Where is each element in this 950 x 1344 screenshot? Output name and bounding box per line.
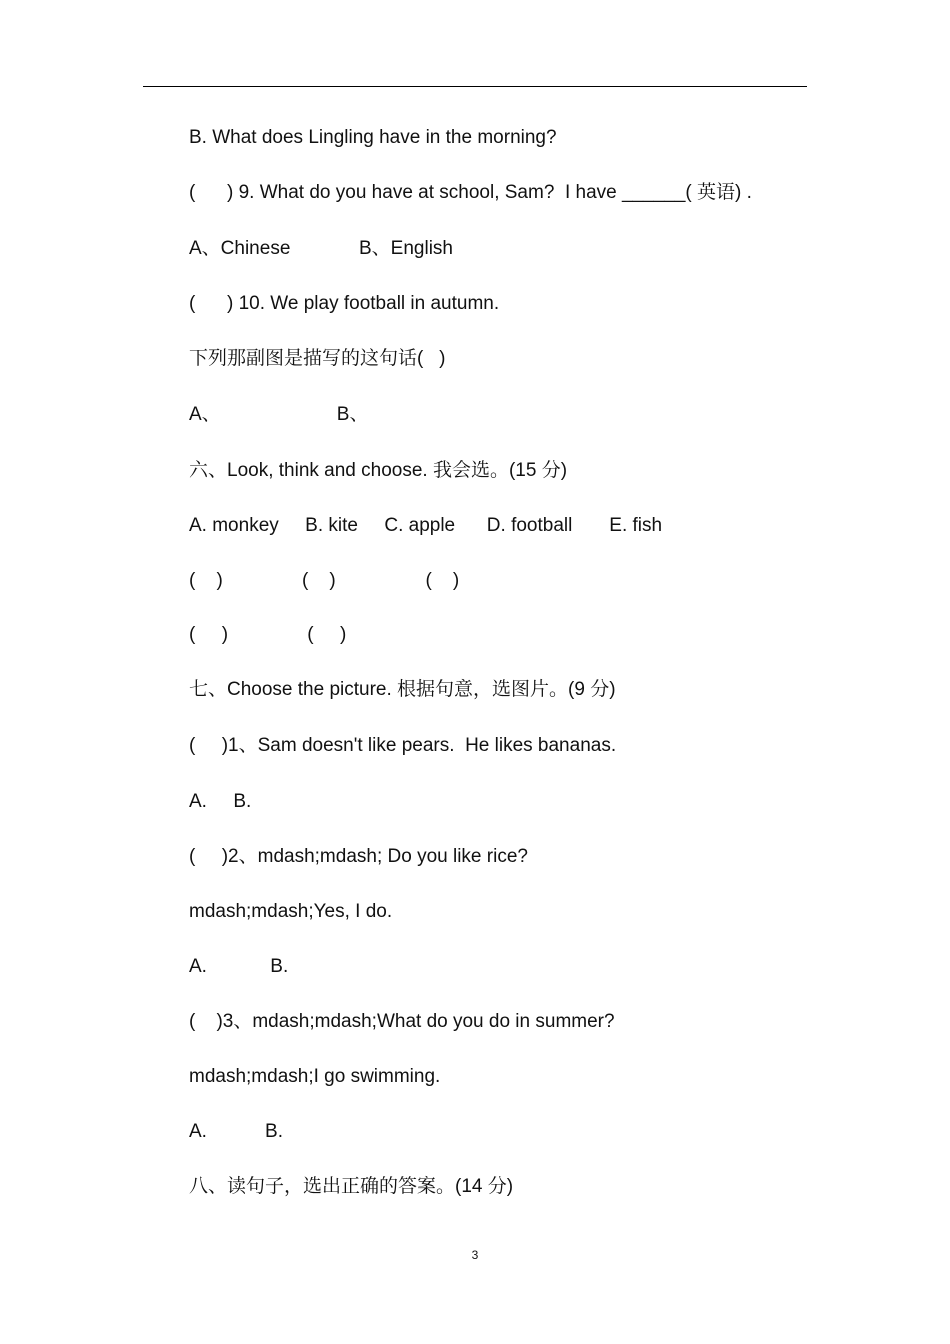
- section-6-answer-row-2: ( ) ( ): [189, 624, 347, 645]
- section-7-question-3-options: A. B.: [189, 1121, 283, 1142]
- header-rule: [143, 86, 807, 87]
- question-9: ( ) 9. What do you have at school, Sam? I have ______( 英语) .: [189, 182, 752, 203]
- page-number: 3: [471, 1248, 479, 1262]
- section-6-heading: 六、Look, think and choose. 我会选。(15 分): [189, 460, 568, 481]
- question-9-options: A、Chinese B、English: [189, 238, 453, 259]
- section-6-answer-row-1: ( ) ( ) ( ): [189, 570, 460, 591]
- section-7-question-2-options: A. B.: [189, 956, 289, 977]
- question-10-instruction: 下列那副图是描写的这句话( ): [189, 348, 446, 369]
- question-8-option-b: B. What does Lingling have in the morning?: [189, 127, 557, 148]
- section-7-question-2: ( )2、mdash;mdash; Do you like rice?: [189, 846, 528, 867]
- section-7-question-1: ( )1、Sam doesn't like pears. He likes bananas.: [189, 735, 617, 756]
- section-7-question-2-reply: mdash;mdash;Yes, I do.: [189, 901, 393, 922]
- section-7-heading: 七、Choose the picture. 根据句意，选图片。(9 分): [189, 679, 616, 700]
- section-7-question-1-options: A. B.: [189, 791, 252, 812]
- section-7-question-3: ( )3、mdash;mdash;What do you do in summer?: [189, 1011, 615, 1032]
- question-10-options: A、 B、: [189, 404, 369, 425]
- section-7-question-3-reply: mdash;mdash;I go swimming.: [189, 1066, 441, 1087]
- section-8-heading: 八、读句子，选出正确的答案。(14 分): [189, 1176, 514, 1197]
- question-10: ( ) 10. We play football in autumn.: [189, 293, 500, 314]
- section-6-word-bank: A. monkey B. kite C. apple D. football E. fish: [189, 515, 663, 536]
